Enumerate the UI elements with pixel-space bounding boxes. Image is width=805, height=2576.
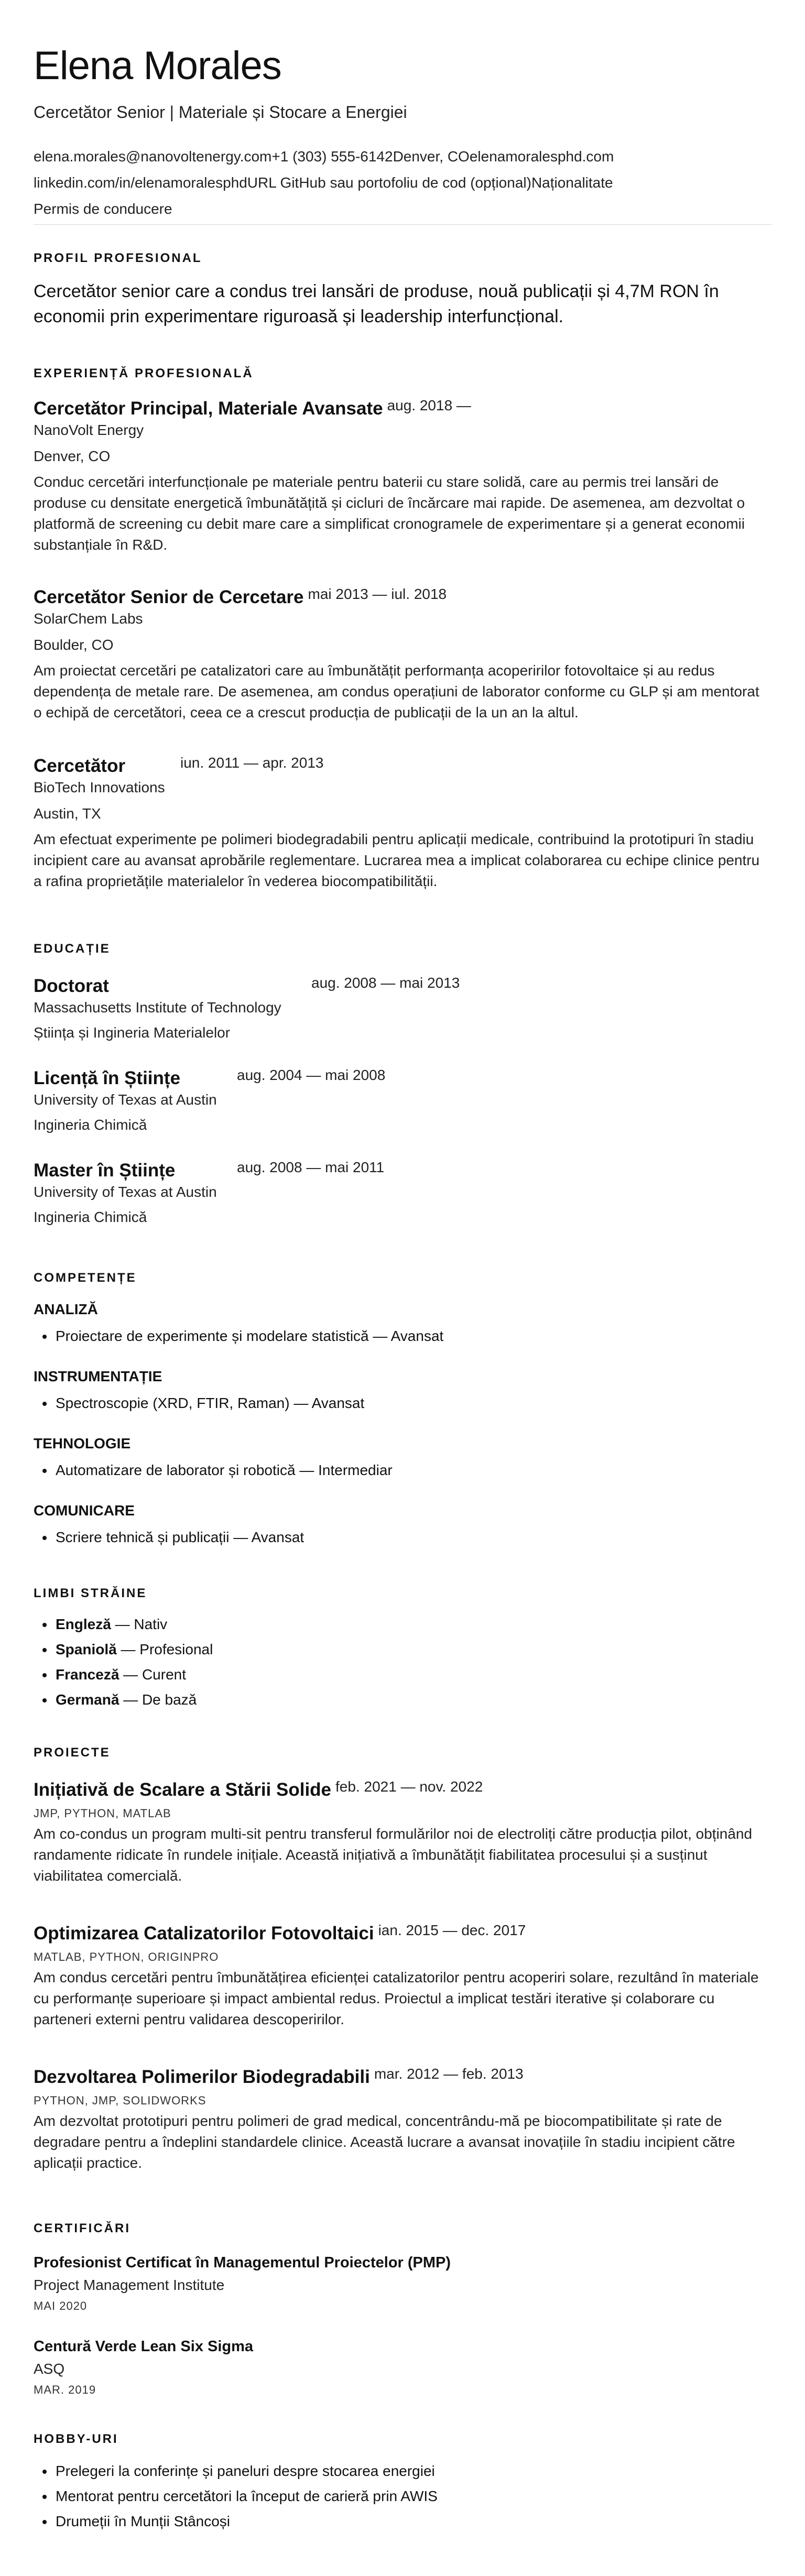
language-level: — Profesional — [116, 1641, 213, 1657]
language-item — [55, 1612, 771, 1637]
experience-company: SolarChem Labs — [34, 610, 143, 627]
section-title-certifications: CERTIFICĂRI — [34, 2221, 130, 2235]
certification-entry — [34, 2336, 771, 2398]
education-dates: aug. 2008 — mai 2011 — [237, 1159, 385, 1175]
project-dates: mar. 2012 — feb. 2013 — [374, 2066, 524, 2082]
skill-item: • Spectroscopie (XRD, FTIR, Raman) — Avansat — [55, 1391, 771, 1416]
education-degree: Licență în Științe — [34, 1068, 181, 1088]
experience-entry-head — [34, 586, 771, 609]
education-school: Massachusetts Institute of Technology — [34, 999, 281, 1016]
certification-name: Centură Verde Lean Six Sigma — [34, 2338, 254, 2355]
experience-entry-head — [34, 397, 771, 420]
header-divider — [34, 224, 771, 225]
education-entry-head — [34, 1159, 771, 1182]
project-dates: ian. 2015 — dec. 2017 — [378, 1922, 526, 1938]
certification-date: MAI 2020 — [34, 2299, 88, 2312]
experience-dates: aug. 2018 — — [387, 397, 471, 413]
project-tech: JMP, PYTHON, MATLAB — [34, 1807, 171, 1820]
project-entry — [34, 1922, 771, 2030]
skill-category: COMUNICARE — [34, 1502, 135, 1519]
contact-email[interactable]: elena.morales@nanovoltenergy.com — [34, 148, 272, 165]
skill-group — [34, 1501, 771, 1550]
language-name: Engleză — [56, 1616, 111, 1632]
hobby-item: • Drumeții în Munții Stâncoși — [55, 2509, 771, 2534]
skill-category: TEHNOLOGIE — [34, 1435, 131, 1451]
education-entry-head — [34, 1067, 771, 1090]
experience-location: Denver, CO — [34, 448, 111, 464]
skill-list — [34, 1525, 771, 1550]
skill-group — [34, 1434, 771, 1483]
project-tech: PYTHON, JMP, SOLIDWORKS — [34, 2094, 206, 2107]
section-title-hobbies: HOBBY-URI — [34, 2432, 118, 2446]
contact-phone[interactable]: +1 (303) 555-6142 — [271, 148, 393, 165]
experience-role: Cercetător Senior de Cercetare — [34, 587, 304, 607]
education-degree: Master în Științe — [34, 1160, 176, 1181]
project-entry-head — [34, 2066, 771, 2089]
experience-role: Cercetător — [34, 756, 126, 776]
education-entry — [34, 1067, 771, 1135]
section-title-education: EDUCAȚIE — [34, 942, 111, 956]
education-field: Ingineria Chimică — [34, 1209, 147, 1225]
skill-category: ANALIZĂ — [34, 1301, 98, 1317]
certification-entry — [34, 2252, 771, 2314]
project-description: Am condus cercetări pentru îmbunătățirea eficienței catalizatorilor pentru acoperiri solare, rezultând în materiale cu performanțe superioare și impact ambiental redus. Proiectul a implicat testări iterative și colaborare cu parteneri externi pentru validarea descoperirilor. — [34, 1969, 759, 2027]
project-name: Optimizarea Catalizatorilor Fotovoltaici — [34, 1923, 374, 1944]
language-level: — De bază — [119, 1691, 197, 1708]
project-entry — [34, 1778, 771, 1886]
education-field: Știința și Ingineria Materialelor — [34, 1024, 231, 1041]
skill-item: • Proiectare de experimente și modelare statistică — Avansat — [55, 1324, 771, 1349]
contact-github[interactable]: URL GitHub sau portofoliu de cod (opțional) — [247, 174, 531, 191]
experience-role: Cercetător Principal, Materiale Avansate — [34, 398, 383, 419]
project-entry — [34, 2066, 771, 2174]
languages-section — [34, 1586, 771, 1712]
certification-date: MAR. 2019 — [34, 2383, 96, 2396]
experience-dates: mai 2013 — iul. 2018 — [308, 586, 447, 602]
section-title-profile: PROFIL PROFESIONAL — [34, 251, 202, 265]
candidate-name: Elena Morales — [34, 43, 281, 88]
project-entry-head — [34, 1922, 771, 1945]
language-name: Franceză — [56, 1666, 119, 1683]
skill-list — [34, 1391, 771, 1416]
skill-category: INSTRUMENTAȚIE — [34, 1368, 162, 1384]
contact-nationality: Naționalitate — [531, 174, 613, 191]
experience-dates: iun. 2011 — apr. 2013 — [180, 755, 324, 771]
language-item — [55, 1687, 771, 1712]
skill-item: • Scriere tehnică și publicații — Avansat — [55, 1525, 771, 1550]
experience-description: Am efectuat experimente pe polimeri biodegradabili pentru aplicații medicale, contribuind la prototipuri în stadiu incipient care au avansat aprobările reglementare. Lucrarea mea a implicat colaborarea cu echipe clinice pentru a rafina proprietățile materialelor în vederea biocompatibilității. — [34, 831, 760, 889]
education-school: University of Texas at Austin — [34, 1091, 217, 1108]
skill-list — [34, 1324, 771, 1349]
certification-name: Profesionist Certificat în Managementul Proiectelor (PMP) — [34, 2254, 451, 2271]
language-name: Germană — [56, 1691, 119, 1708]
project-description: Am dezvoltat prototipuri pentru polimeri de grad medical, concentrându-mă pe biocompatibilitate și rate de degradare pentru a îndeplini standardele clinice. Această lucrare a avansat inovațiile în stadiu incipient către aplicații practice. — [34, 2113, 735, 2171]
language-item — [55, 1662, 771, 1687]
experience-location: Boulder, CO — [34, 637, 114, 653]
experience-section — [34, 366, 771, 381]
project-name: Inițiativă de Scalare a Stării Solide — [34, 1780, 332, 1800]
contact-website[interactable]: elenamoralesphd.com — [469, 148, 614, 165]
projects-section — [34, 1745, 771, 1761]
education-entry — [34, 975, 771, 1043]
contact-line-1 — [34, 144, 771, 170]
experience-company: BioTech Innovations — [34, 779, 165, 795]
language-list — [34, 1612, 771, 1712]
experience-entry — [34, 397, 771, 555]
project-tech: MATLAB, PYTHON, ORIGINPRO — [34, 1950, 219, 1963]
education-entry-head — [34, 975, 771, 998]
project-description: Am co-condus un program multi-sit pentru transferul formulărilor noi de electroliți către producția pilot, obținând randamente ridicate în rundele inițiale. Această inițiativă a îmbunătățit fiabilitatea procesului și a susținut viabilitatea comercială. — [34, 1826, 753, 1884]
experience-description: Conduc cercetări interfuncționale pe materiale pentru baterii cu stare solidă, care au permis trei lansări de produse cu densitate energetică îmbunătățită și cicluri de încărcare mai rapide. De asemenea, am dezvoltat o platformă de screening cu debit mare care a simplificat cronogramele de experimentare și a generat economii substanțiale în R&D. — [34, 474, 745, 553]
project-entry-head — [34, 1778, 771, 1802]
education-section — [34, 941, 771, 957]
experience-location: Austin, TX — [34, 805, 101, 822]
language-item — [55, 1637, 771, 1662]
skills-section — [34, 1270, 771, 1286]
profile-summary: Cercetător senior care a condus trei lansări de produse, nouă publicații și 4,7M RON în economii prin experimentare riguroasă și leadership interfuncțional. — [34, 281, 719, 326]
experience-entry — [34, 755, 771, 892]
project-dates: feb. 2021 — nov. 2022 — [335, 1778, 483, 1795]
contact-line-3 — [34, 196, 771, 222]
education-field: Ingineria Chimică — [34, 1117, 147, 1133]
section-title-projects: PROIECTE — [34, 1745, 111, 1760]
section-title-languages: LIMBI STRĂINE — [34, 1586, 147, 1600]
education-dates: aug. 2004 — mai 2008 — [237, 1067, 386, 1083]
candidate-headline: Cercetător Senior | Materiale și Stocare a Energiei — [34, 103, 407, 122]
experience-description: Am proiectat cercetări pe catalizatori care au îmbunătățit performanța acoperirilor fotovoltaice și au redus dependența de metale rare. De asemenea, am condus operațiuni de laborator conforme cu GLP și am mentorat o echipă de cercetători, ceea ce a crescut producția de publicații de la un an la altul. — [34, 662, 759, 721]
contact-linkedin[interactable]: linkedin.com/in/elenamoralesphd — [34, 174, 247, 191]
contact-info — [34, 144, 771, 222]
certifications-section — [34, 2221, 771, 2236]
experience-company: NanoVolt Energy — [34, 422, 144, 438]
section-title-experience: EXPERIENȚĂ PROFESIONALĂ — [34, 366, 254, 380]
certification-issuer: ASQ — [34, 2361, 65, 2377]
hobby-item: • Mentorat pentru cercetători la început de carieră prin AWIS — [55, 2484, 771, 2509]
skill-group — [34, 1367, 771, 1416]
hobby-item: • Prelegeri la conferințe și paneluri despre stocarea energiei — [55, 2459, 771, 2484]
skill-item: • Automatizare de laborator și robotică — Intermediar — [55, 1458, 771, 1483]
hobby-list — [34, 2459, 771, 2534]
skill-group — [34, 1300, 771, 1349]
hobbies-section — [34, 2431, 771, 2534]
experience-entry — [34, 586, 771, 723]
profile-section — [34, 250, 771, 329]
project-name: Dezvoltarea Polimerilor Biodegradabili — [34, 2067, 370, 2087]
contact-line-2 — [34, 170, 771, 196]
skill-list — [34, 1458, 771, 1483]
education-entry — [34, 1159, 771, 1227]
language-level: — Nativ — [111, 1616, 168, 1632]
education-degree: Doctorat — [34, 976, 109, 996]
language-level: — Curent — [119, 1666, 187, 1683]
education-school: University of Texas at Austin — [34, 1184, 217, 1200]
contact-location: Denver, CO — [393, 148, 470, 165]
education-dates: aug. 2008 — mai 2013 — [311, 975, 460, 991]
language-name: Spaniolă — [56, 1641, 117, 1657]
section-title-skills: COMPETENȚE — [34, 1271, 137, 1285]
certification-issuer: Project Management Institute — [34, 2277, 225, 2293]
experience-entry-head — [34, 755, 771, 778]
contact-license: Permis de conducere — [34, 201, 172, 217]
